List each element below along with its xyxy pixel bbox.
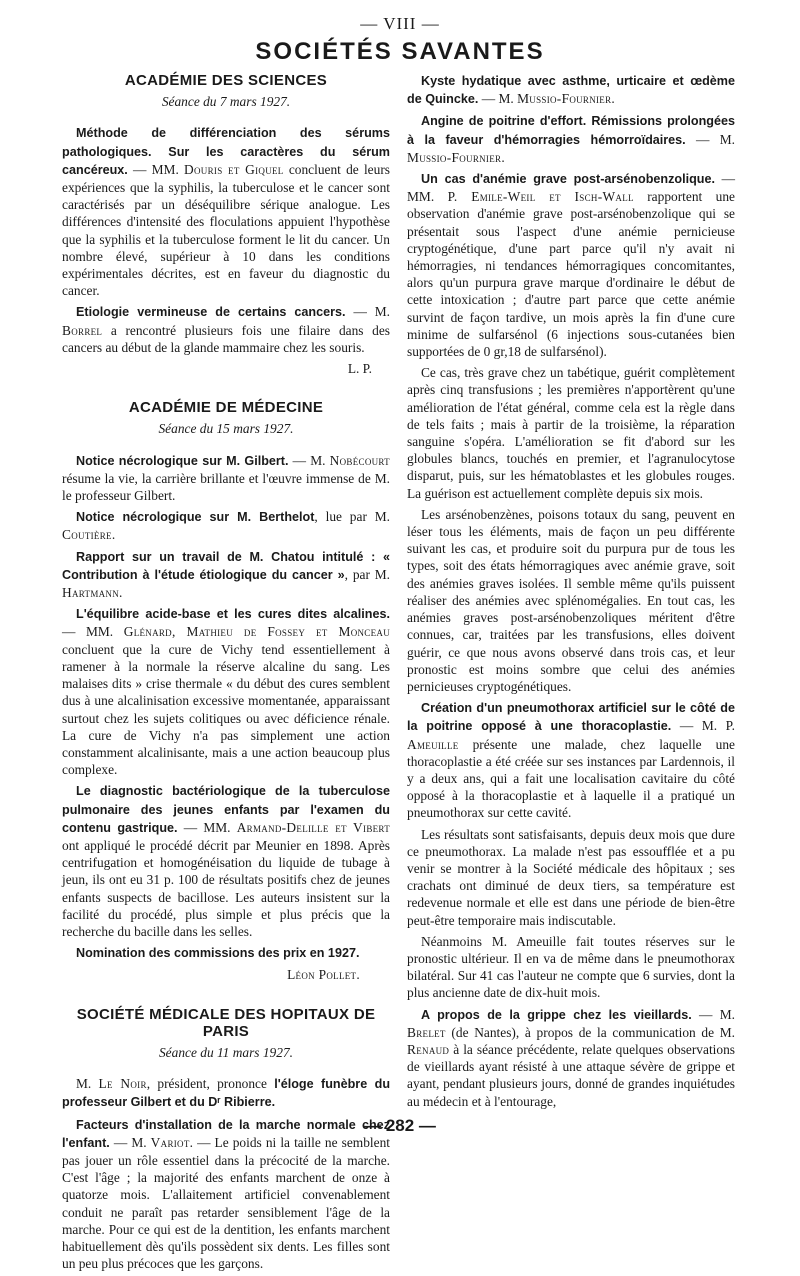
punctuation: . xyxy=(501,149,505,165)
paragraph-text: concluent que la cure de Vichy tend essentiellement à ramener à la normale la réserve alcaline du sang. Les malaises dits » crise thermale « du début des cures semblent dus à une alcalinisation excessive momentanée, apparaissant surtout chez les sujets colitiques ou avec déficience rénale. La cure de Vichy n'a pas simplement une action constamment alcalinisante, mais a une action beaucoup plus complexe. xyxy=(62,641,390,778)
paragraph-text: résume la vie, la carrière brillante et l'œuvre immense de M. le professeur Gilbert. xyxy=(62,470,390,504)
text: , président, prononce xyxy=(146,1076,275,1092)
separator: — M. xyxy=(691,1006,735,1022)
separator: — M. xyxy=(109,1134,151,1150)
paragraph: Les résultats sont satisfaisants, depuis deux mois que dure ce pneumothorax. La malade n'est pas essoufflée et a pu venir se montrer à la Société médicale des hôpitaux ; ses crachats ont diminué de deux tiers, sa température est redevenue normale et elle est dans une période de bien-être peut-être temporaire mais indiscutable. xyxy=(407,826,735,928)
paragraph-title: A propos de la grippe chez les vieillards. xyxy=(421,1007,692,1022)
paragraph-title: Méthode de différenciation des sérums pathologiques. Sur les caractères du sérum cancéreux. xyxy=(62,126,390,177)
paragraph xyxy=(407,72,735,108)
page-number: — 282 — xyxy=(364,1116,436,1135)
paragraph xyxy=(62,1075,390,1111)
punctuation: . xyxy=(111,527,116,543)
paragraph-continued xyxy=(62,1116,390,1273)
author-names: Glénard, Mathieu de Fossey et Monceau xyxy=(123,624,390,640)
paragraph-title: Etiologie vermineuse de certains cancers. xyxy=(76,305,346,320)
separator: — MM. xyxy=(177,819,237,835)
author-names: Le Noir xyxy=(98,1076,147,1092)
paragraph-title: Notice nécrologique sur M. Gilbert. xyxy=(76,453,289,468)
author-names: Mussio-Fournier xyxy=(407,149,502,165)
paragraph-title: L'équilibre acide-base et les cures dites alcalines. xyxy=(76,607,390,622)
paragraph-title: Facteurs d'installation de la marche normale chez l'enfant. xyxy=(62,1117,390,1150)
separator: — MM. xyxy=(62,624,124,640)
paragraph: Les arsénobenzènes, poisons totaux du sang, peuvent en léser tous les éléments, mais de façon un peu différente suivant les cas, et produire soit du purpura pur de tous les types, soit des états hémorragiques avec anémie grave, soit des anémies graves isolées. Il semble même qu'ils puissent réaliser des anémies avec splénomégalies. En tout cas, les anémies graves post-arsénobenzoliques méritent d'être connues, car, traitées par les transfusions, elles doivent guérir, ce que nous avons observé dans trois cas, et leur pronostic est moins sombre que celui des anémies pernicieuses cryptogénétiques. xyxy=(407,506,735,694)
signature: L. P. xyxy=(347,361,372,377)
paragraph-title: Un cas d'anémie grave post-arsénobenzolique. xyxy=(421,172,715,187)
paragraph xyxy=(407,1006,735,1110)
paragraph-title: Angine de poitrine d'effort. Rémissions prolongées à la faveur d'hémorragies hémorroïdaires. xyxy=(407,114,735,147)
punctuation: . xyxy=(611,91,615,107)
session-date: Séance du 7 mars 1927. xyxy=(161,94,291,110)
left-column xyxy=(62,72,390,1276)
paragraph-title: Nomination des commissions des prix en 1927. xyxy=(76,946,360,961)
paragraph-text: . — Le poids ni la taille ne semblent pas jouer un rôle essentiel dans la précocité de la marche. C'est l'âge ; la majorité des enfants marchent de onze à quatorze mois. L'allaitement artificiel convenablement conduit ne paraît pas retarder sensiblement l'âge de la marche. Pour ce qui est de la dentition, les enfants marchent habituellement dès qu'ils possèdent six dents. Les filles sont un peu plus précoces que les garçons. xyxy=(62,1134,390,1272)
separator: — M. xyxy=(478,91,518,107)
paragraph xyxy=(62,605,390,778)
right-column xyxy=(407,72,735,1114)
author-names: Armand-Delille et Vibert xyxy=(236,819,390,835)
roman-page-number: — VIII — xyxy=(360,14,440,33)
paragraph xyxy=(62,124,390,299)
paragraph xyxy=(62,782,390,940)
separator: — MM. xyxy=(127,161,185,177)
paragraph-text: à la séance précédente, relate quelques observations de vieillards ayant résisté à une attaque sévère de grippe et ayant, pendant plusieurs jours, donné de grandes inquiétudes au médecin et à l'entourage, xyxy=(407,1041,735,1109)
author-names: Hartmann xyxy=(62,585,120,601)
paragraph-title: Le diagnostic bactériologique de la tuberculose pulmonaire des jeunes enfants par l'examen du contenu gastrique. xyxy=(62,784,390,835)
session-date: Séance du 11 mars 1927. xyxy=(158,1044,293,1060)
paragraph-title: Notice nécrologique sur M. Berthelot xyxy=(76,510,315,525)
paragraph-title: l'éloge funèbre du professeur Gilbert et du Dʳ Ribierre. xyxy=(62,1077,391,1110)
text: M. xyxy=(76,1076,99,1092)
section-heading-academie-sciences: ACADÉMIE DES SCIENCES xyxy=(124,72,328,89)
paragraph-title: Kyste hydatique avec asthme, urticaire et œdème de Quincke. xyxy=(407,74,735,107)
separator: — M. P. xyxy=(671,718,735,734)
separator: — M. xyxy=(685,131,735,147)
separator: , par M. xyxy=(344,566,390,582)
paragraph xyxy=(62,944,390,962)
author-names: Mussio-Fournier xyxy=(517,91,612,107)
author-names: Coutière xyxy=(62,527,112,543)
paragraph-text: concluent de leurs expériences que la syphilis, la tuberculose et le cancer sont caractérisés par un déséquilibre sérique analogue. Les différences d'intensité des floculations appuient l'hypothèse que la syphilis et la tuberculose forment le lit du cancer. Un nombre élevé, supérieur à 10 dans les conditions expérimentales décrites, est en faveur du diagnostic du cancer. xyxy=(62,161,390,299)
author-names: Ameuille xyxy=(407,736,459,752)
paragraph xyxy=(62,303,390,356)
paragraph xyxy=(62,452,390,505)
paragraph-text: rapportent une observation d'anémie grave post-arsénobenzolique qui se présentait sous l'aspect d'une anémie pernicieuse cryptogénétique, d'une part parce qu'il n'y avait ni hémorragies, ni tendances hémorragiques concomitantes, alors qu'un purpura grave marque d'ordinaire le début de cette intoxication ; d'autre part parce que cette anémie survint de façon tardive, un mois après la fin d'une cure minime de sulfarsénol (6 injections sous-cutanées bien supportées de 0 gr,18 de sulfarsénol). xyxy=(407,189,735,360)
punctuation: . xyxy=(119,585,123,601)
signature: Léon Pollet. xyxy=(287,967,360,983)
author-names: P. Emile-Weil et Isch-Wall xyxy=(447,189,634,205)
paragraph: Néanmoins M. Ameuille fait toutes réserves sur le pronostic ultérieur. Il en va de même dans le pneumothorax bilatéral. Sur 41 cas l'auteur ne compte que 6 survies, dont la plus ancienne date de dix-huit mois. xyxy=(407,933,735,1001)
author-names: Nobécourt xyxy=(329,452,390,468)
session-date: Séance du 15 mars 1927. xyxy=(158,421,294,437)
author-names: Douris et Giquel xyxy=(184,161,284,177)
paragraph-text: a rencontré plusieurs fois une filaire dans des cancers au début de la glande mammaire chez les souris. xyxy=(62,322,390,355)
paragraph xyxy=(407,112,735,166)
section-heading-societe-medicale: SOCIÉTÉ MÉDICALE DES HOPITAUX DE PARIS xyxy=(76,1005,376,1040)
paragraph-text: présente une malade, chez laquelle une thoracoplastie a été créée sur ses instances par Lardennois, il y a deux ans, qui a fait une localisation cavitaire du côté opposé à la thoracoplastie et à laquelle il a pratiqué un pneumothorax sur cette cavité. xyxy=(407,736,735,821)
author-names: Brelet xyxy=(407,1024,446,1040)
section-heading-academie-medecine: ACADÉMIE DE MÉDECINE xyxy=(128,399,324,417)
paragraph: Ce cas, très grave chez un tabétique, guérit complètement après cinq transfusions ; les premières n'apportèrent qu'une amélioration de l'état général, comme cela est la règle dans de tels faits ; mais à partir de la troisième, la réparation sanguine s'opéra. L'amélioration se fit d'abord sur les globules blancs, touchés en premier, et l'agranulocytose disparut, puis, sur les hématoblastes et les globules rouges. La guérison est actuellement complète depuis six mois. xyxy=(407,365,735,501)
paragraph-title: Création d'un pneumothorax artificiel sur le côté de la poitrine opposé à une thoracoplastie. xyxy=(407,701,735,734)
page-title: SOCIÉTÉS SAVANTES xyxy=(255,38,545,65)
author-names: Renaud xyxy=(407,1041,450,1057)
paragraph-text: ont appliqué le procédé décrit par Meunier en 1898. Après centrifugation et homogénéisation du liquide de tubage à jeun, ils ont eu 31 p. 100 de résultats positifs chez de jeunes enfants suspects de bacillose. Les auteurs insistent sur la facilité du procédé, plus simple et plus précis que la recherche du bacille dans les selles. xyxy=(62,837,390,939)
text: (de Nantes), à propos de la communication de M. xyxy=(445,1024,735,1040)
author-names: Variot xyxy=(150,1134,190,1150)
paragraph-title: Rapport sur un travail de M. Chatou intitulé : « Contribution à l'étude étiologique du cancer » xyxy=(62,549,390,582)
author-names: Borrel xyxy=(62,322,103,338)
paragraph xyxy=(407,170,735,360)
separator: — M. xyxy=(288,452,330,468)
separator: , lue par M. xyxy=(314,509,390,525)
paragraph xyxy=(62,548,390,602)
paragraph xyxy=(407,699,735,821)
separator: — M. xyxy=(345,304,390,320)
separator: — MM. xyxy=(407,171,735,205)
paragraph xyxy=(62,508,390,543)
